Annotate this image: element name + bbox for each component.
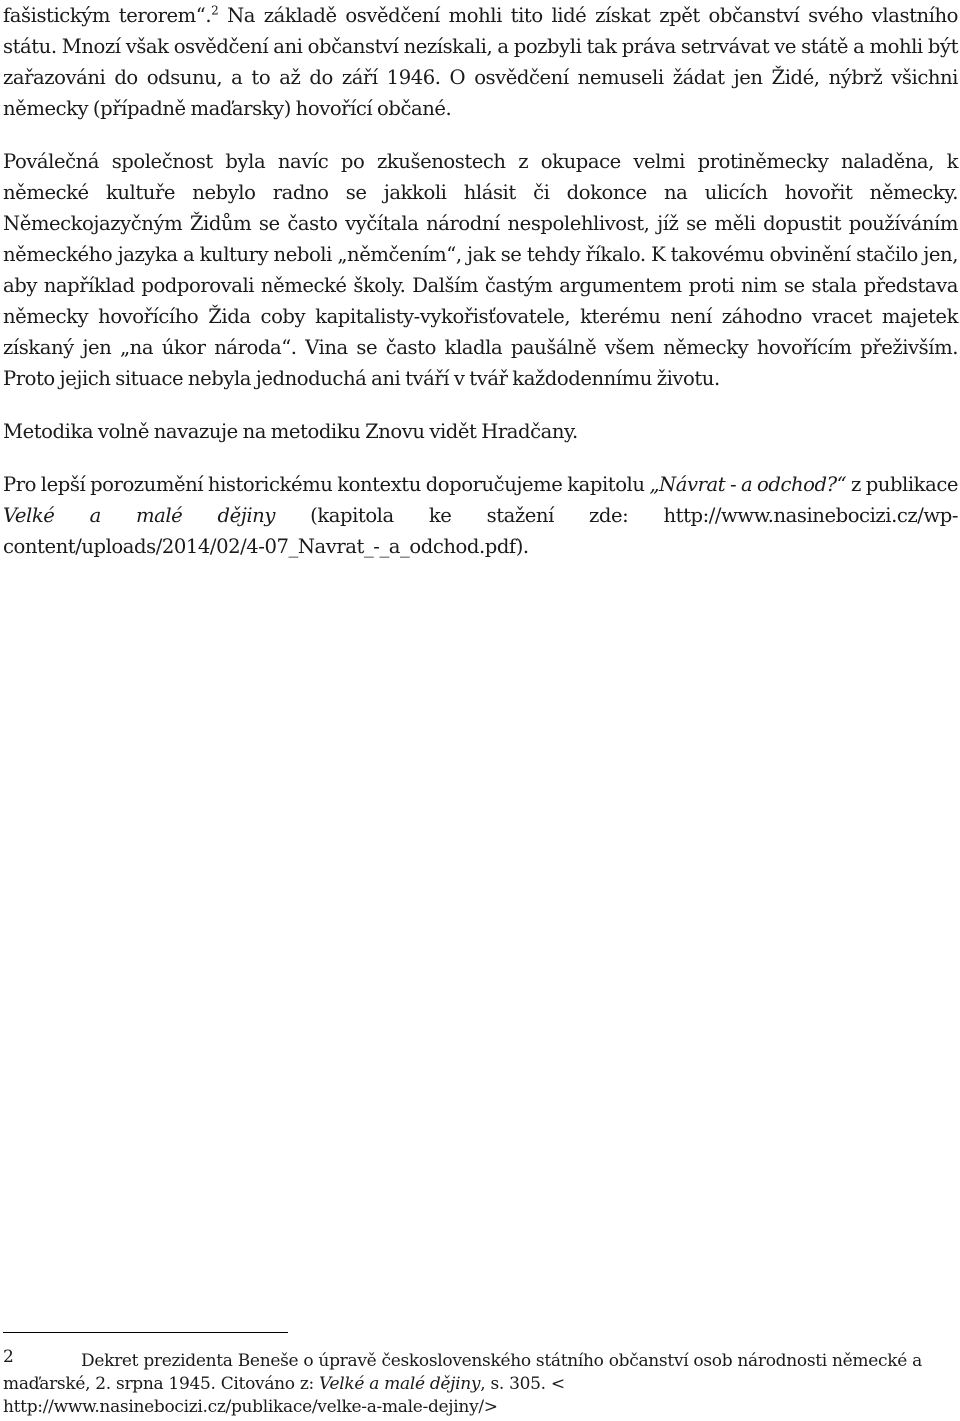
footnote-page-ref: , s. 305. < [480, 1374, 565, 1394]
book-title: Velké a malé dějiny [3, 504, 275, 527]
footnote-text-1: Dekret prezidenta Beneše o úpravě československého státního občanství osob národnosti německé a [81, 1351, 922, 1371]
paragraph-certificates [3, 0, 958, 124]
paragraph-recommendation [3, 469, 958, 562]
document-body [3, 0, 958, 562]
footnote-book-title: Velké a malé dějiny [319, 1374, 481, 1394]
footnote-reference[interactable]: 2 [211, 3, 219, 18]
paragraph-lead: fašistickým terorem“. [3, 4, 212, 27]
footnote-mark: 2 [3, 1347, 14, 1367]
footnote-line-1 [3, 1347, 955, 1373]
paragraph-postwar-society: Poválečná společnost byla navíc po zkušenostech z okupace velmi protiněmecky naladěna, k německé kultuře nebylo radno se jakkoli hlásit či dokonce na ulicích hovořit německy. Německojazyčným Židům se často vyčítala národní nespolehlivost, jíž se měli dopustit používáním německého jazyka a kultury neboli „němčením“, jak se tehdy říkalo. K takovému obvinění stačilo jen, aby například podporovali německé školy. Dalším častým argumentem proti nim se stala představa německy hovořícího Žida coby kapitalisty-vykořisťovatele, kterému není záhodno vracet majetek získaný jen „na úkor národa“. Vina se často kladla paušálně všem německy hovořícím přeživším. Proto jejich situace nebyla jednoduchá ani tváří v tvář každodennímu životu. [3, 150, 958, 390]
chapter-title: „Návrat - a odchod?“ [649, 473, 847, 496]
footnote-separator [3, 1332, 288, 1333]
footnote-text-2: maďarské, 2. srpna 1945. Citováno z: [3, 1374, 320, 1394]
footnote-line-2 [3, 1373, 955, 1396]
recommendation-intro: Pro lepší porozumění historickému kontextu doporučujeme kapitolu [3, 473, 650, 496]
paragraph-rest: Na základě osvědčení mohli tito lidé získat zpět občanství svého vlastního státu. Mnozí však osvědčení ani občanství nezískali, a pozbyli tak práva setrvávat ve státě a mohli být zařazováni do odsunu, a to až do září 1946. O osvědčení nemuseli žádat jen Židé, nýbrž všichni německy (případně maďarsky) hovořící občané. [3, 4, 958, 120]
footnote [3, 1347, 955, 1419]
paragraph-methodology: Metodika volně navazuje na metodiku Znovu vidět Hradčany. [3, 420, 578, 443]
footnote-url[interactable]: http://www.nasinebocizi.cz/publikace/velke-a-male-dejiny/> [3, 1397, 498, 1417]
recommendation-mid: z publikace [846, 473, 959, 496]
recommendation-link[interactable]: (kapitola ke stažení zde: http://www.nasinebocizi.cz/wp-content/uploads/2014/02/4-07_Navrat_-_a_odchod.pdf). [3, 504, 958, 558]
